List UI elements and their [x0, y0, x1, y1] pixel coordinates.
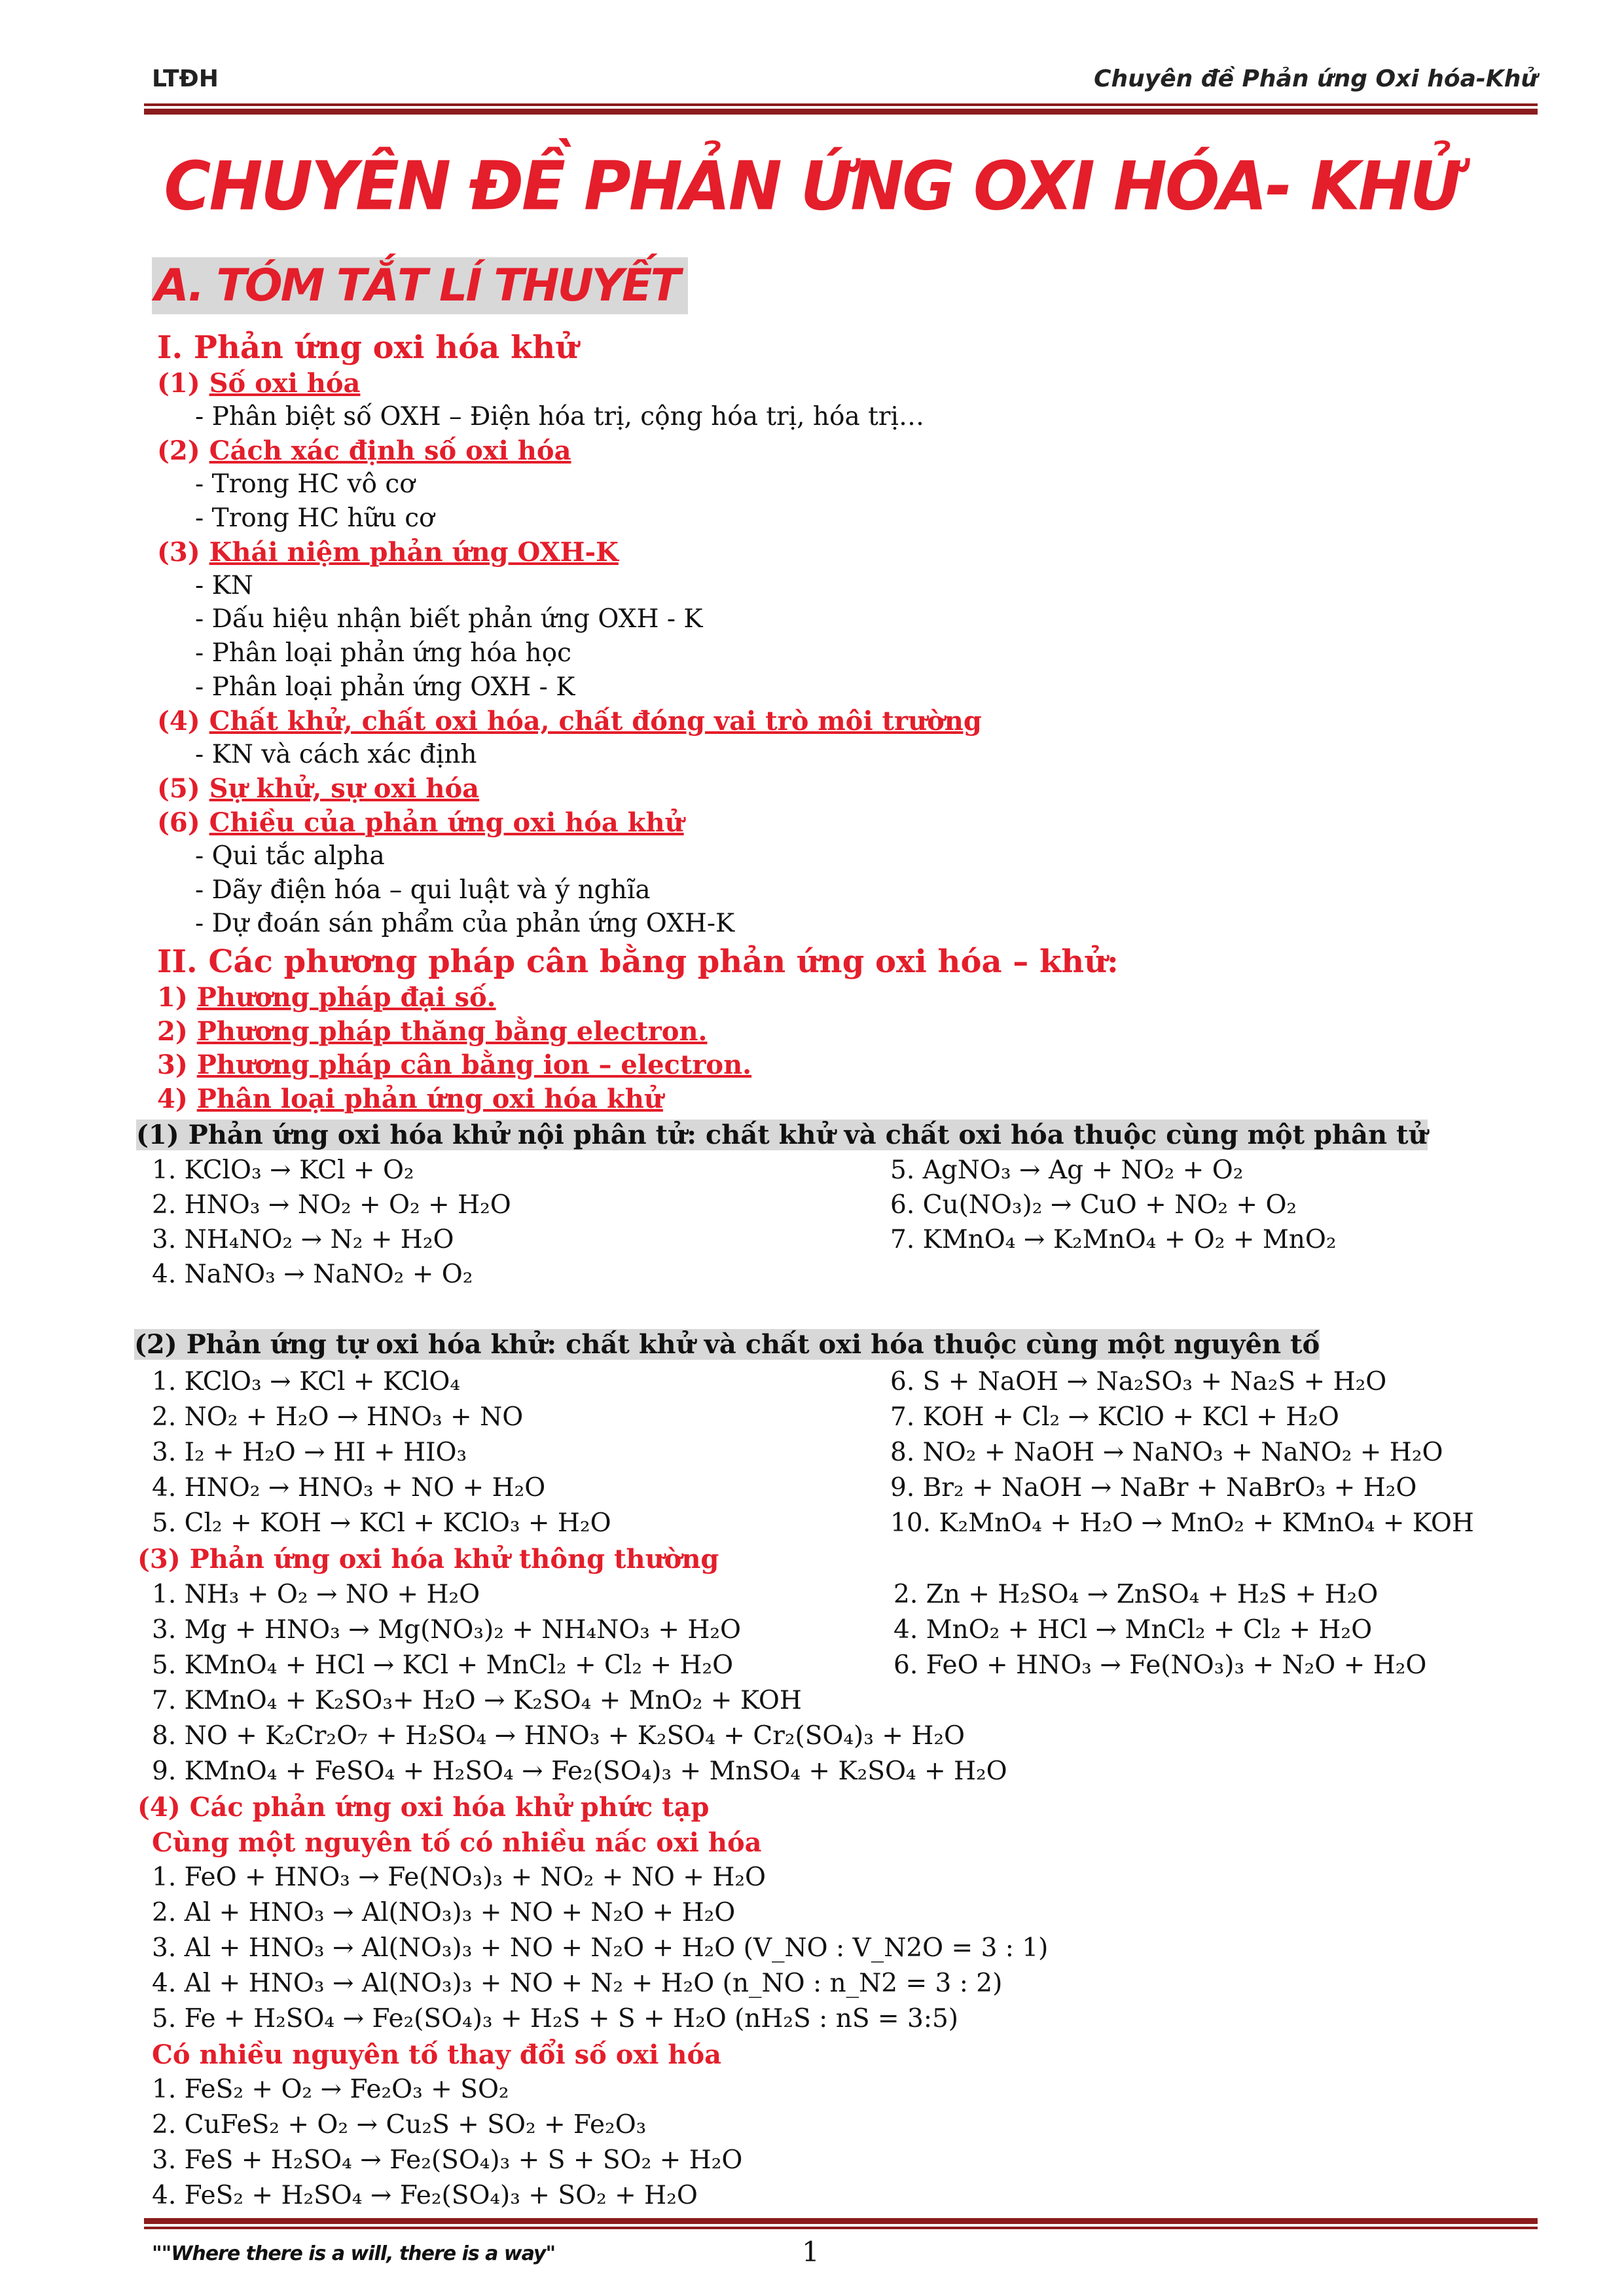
equation: 7. KMnO₄ + K₂SO₃+ H₂O → K₂SO₄ + MnO₂ + KOH [152, 1686, 802, 1715]
subsection-3-item: - Dấu hiệu nhận biết phản ứng OXH - K [195, 604, 703, 634]
equation: 2. Al + HNO₃ → Al(NO₃)₃ + NO + N₂O + H₂O [152, 1898, 736, 1927]
subsection-1: (1) Số oxi hóa [157, 368, 361, 399]
equation: 4. FeS₂ + H₂SO₄ → Fe₂(SO₄)₃ + SO₂ + H₂O [152, 2181, 698, 2210]
subsection-6-item: - Dự đoán sán phẩm của phản ứng OXH-K [195, 909, 735, 938]
subsection-6: (6) Chiều của phản ứng oxi hóa khử [157, 807, 684, 838]
equation: 5. KMnO₄ + HCl → KCl + MnCl₂ + Cl₂ + H₂O [152, 1650, 734, 1680]
method-item: 1) Phương pháp đại số. [157, 982, 496, 1013]
equation: 3. Mg + HNO₃ → Mg(NO₃)₂ + NH₄NO₃ + H₂O [152, 1615, 741, 1645]
block-1-title: (1) Phản ứng oxi hóa khử nội phân tử: chất khử và chất oxi hóa thuộc cùng một phân tử [136, 1120, 1428, 1150]
subsection-3-item: - Phân loại phản ứng OXH - K [195, 672, 575, 702]
subsection-5: (5) Sự khử, sự oxi hóa [157, 773, 480, 804]
equation: 5. Fe + H₂SO₄ → Fe₂(SO₄)₃ + H₂S + S + H₂O (nH₂S : nS = 3:5) [152, 2004, 958, 2033]
equation: 6. Cu(NO₃)₂ → CuO + NO₂ + O₂ [890, 1190, 1297, 1220]
equation: 1. KClO₃ → KCl + O₂ [152, 1156, 414, 1185]
subsection-4: (4) Chất khử, chất oxi hóa, chất đóng vai trò môi trường [157, 706, 982, 737]
equation: 8. NO₂ + NaOH → NaNO₃ + NaNO₂ + H₂O [890, 1438, 1443, 1467]
equation: 2. NO₂ + H₂O → HNO₃ + NO [152, 1402, 524, 1432]
equation: 2. Zn + H₂SO₄ → ZnSO₄ + H₂S + H₂O [893, 1580, 1379, 1609]
subsection-2: (2) Cách xác định số oxi hóa [157, 435, 571, 466]
subsection-3: (3) Khái niệm phản ứng OXH-K [157, 537, 619, 568]
footer-rule-bottom [144, 2227, 1538, 2229]
equation: 3. I₂ + H₂O → HI + HIO₃ [152, 1438, 467, 1467]
header-rule-bottom [144, 109, 1538, 115]
equation: 5. AgNO₃ → Ag + NO₂ + O₂ [890, 1156, 1244, 1185]
subsection-1-item: - Phân biệt số OXH – Điện hóa trị, cộng hóa trị, hóa trị… [195, 402, 924, 431]
block-4-subheading: Có nhiều nguyên tố thay đổi số oxi hóa [152, 2039, 722, 2070]
equation: 2. CuFeS₂ + O₂ → Cu₂S + SO₂ + Fe₂O₃ [152, 2110, 647, 2140]
subsection-2-item: - Trong HC hữu cơ [195, 503, 435, 533]
block-2-title: (2) Phản ứng tự oxi hóa khử: chất khử và chất oxi hóa thuộc cùng một nguyên tố [134, 1329, 1320, 1360]
footer-quote: ""Where there is a will, there is a way" [152, 2242, 556, 2265]
equation: 4. Al + HNO₃ → Al(NO₃)₃ + NO + N₂ + H₂O (n_NO : n_N2 = 3 : 2) [152, 1969, 1003, 1998]
equation: 4. NaNO₃ → NaNO₂ + O₂ [152, 1260, 473, 1289]
equation: 6. FeO + HNO₃ → Fe(NO₃)₃ + N₂O + H₂O [893, 1650, 1427, 1680]
equation: 5. Cl₂ + KOH → KCl + KClO₃ + H₂O [152, 1508, 611, 1538]
equation: 8. NO + K₂Cr₂O₇ + H₂SO₄ → HNO₃ + K₂SO₄ + Cr₂(SO₄)₃ + H₂O [152, 1721, 965, 1751]
equation: 7. KOH + Cl₂ → KClO + KCl + H₂O [890, 1402, 1339, 1432]
block-3-title: (3) Phản ứng oxi hóa khử thông thường [137, 1544, 719, 1575]
block-4-subheading: Cùng một nguyên tố có nhiều nấc oxi hóa [152, 1827, 762, 1858]
equation: 3. FeS + H₂SO₄ → Fe₂(SO₄)₃ + S + SO₂ + H₂O [152, 2145, 743, 2175]
subsection-6-item: - Qui tắc alpha [195, 841, 385, 871]
equation: 1. FeS₂ + O₂ → Fe₂O₃ + SO₂ [152, 2075, 509, 2104]
block-4-title: (4) Các phản ứng oxi hóa khử phức tạp [137, 1792, 710, 1823]
document-title: CHUYÊN ĐỀ PHẢN ỨNG OXI HÓA- KHỬ [164, 147, 1460, 226]
part-ii-heading: II. Các phương pháp cân bằng phản ứng oxi hóa – khử: [157, 943, 1119, 980]
equation: 3. Al + HNO₃ → Al(NO₃)₃ + NO + N₂O + H₂O (V_NO : V_N2O = 3 : 1) [152, 1933, 1049, 1963]
method-item: 3) Phương pháp cân bằng ion – electron. [157, 1049, 752, 1080]
equation: 7. KMnO₄ → K₂MnO₄ + O₂ + MnO₂ [890, 1225, 1337, 1254]
subsection-4-item: - KN và cách xác định [195, 740, 477, 769]
equation: 9. KMnO₄ + FeSO₄ + H₂SO₄ → Fe₂(SO₄)₃ + MnSO₄ + K₂SO₄ + H₂O [152, 1757, 1007, 1786]
equation: 1. KClO₃ → KCl + KClO₄ [152, 1367, 460, 1396]
equation: 9. Br₂ + NaOH → NaBr + NaBrO₃ + H₂O [890, 1473, 1417, 1503]
method-item: 4) Phân loại phản ứng oxi hóa khử [157, 1084, 663, 1114]
subsection-6-item: - Dãy điện hóa – qui luật và ý nghĩa [195, 875, 651, 905]
equation: 4. MnO₂ + HCl → MnCl₂ + Cl₂ + H₂O [893, 1615, 1373, 1645]
header-right: Chuyên đề Phản ứng Oxi hóa-Khử [1094, 65, 1538, 92]
equation: 1. NH₃ + O₂ → NO + H₂O [152, 1580, 480, 1609]
subsection-3-item: - KN [195, 571, 253, 600]
equation: 6. S + NaOH → Na₂SO₃ + Na₂S + H₂O [890, 1367, 1387, 1396]
subsection-3-item: - Phân loại phản ứng hóa học [195, 638, 571, 668]
header-left: LTĐH [152, 65, 219, 92]
equation: 10. K₂MnO₄ + H₂O → MnO₂ + KMnO₄ + KOH [890, 1508, 1474, 1538]
equation: 3. NH₄NO₂ → N₂ + H₂O [152, 1225, 454, 1254]
header-rule-top [144, 103, 1538, 106]
method-item: 2) Phương pháp thăng bằng electron. [157, 1016, 708, 1047]
part-i-heading: I. Phản ứng oxi hóa khử [157, 329, 579, 366]
subsection-2-item: - Trong HC vô cơ [195, 469, 415, 499]
equation: 4. HNO₂ → HNO₃ + NO + H₂O [152, 1473, 546, 1503]
footer-rule-top [144, 2218, 1538, 2224]
page-number: 1 [802, 2236, 820, 2268]
equation: 1. FeO + HNO₃ → Fe(NO₃)₃ + NO₂ + NO + H₂O [152, 1863, 766, 1892]
equation: 2. HNO₃ → NO₂ + O₂ + H₂O [152, 1190, 511, 1220]
section-a-heading: A. TÓM TẮT LÍ THUYẾT [152, 257, 688, 314]
